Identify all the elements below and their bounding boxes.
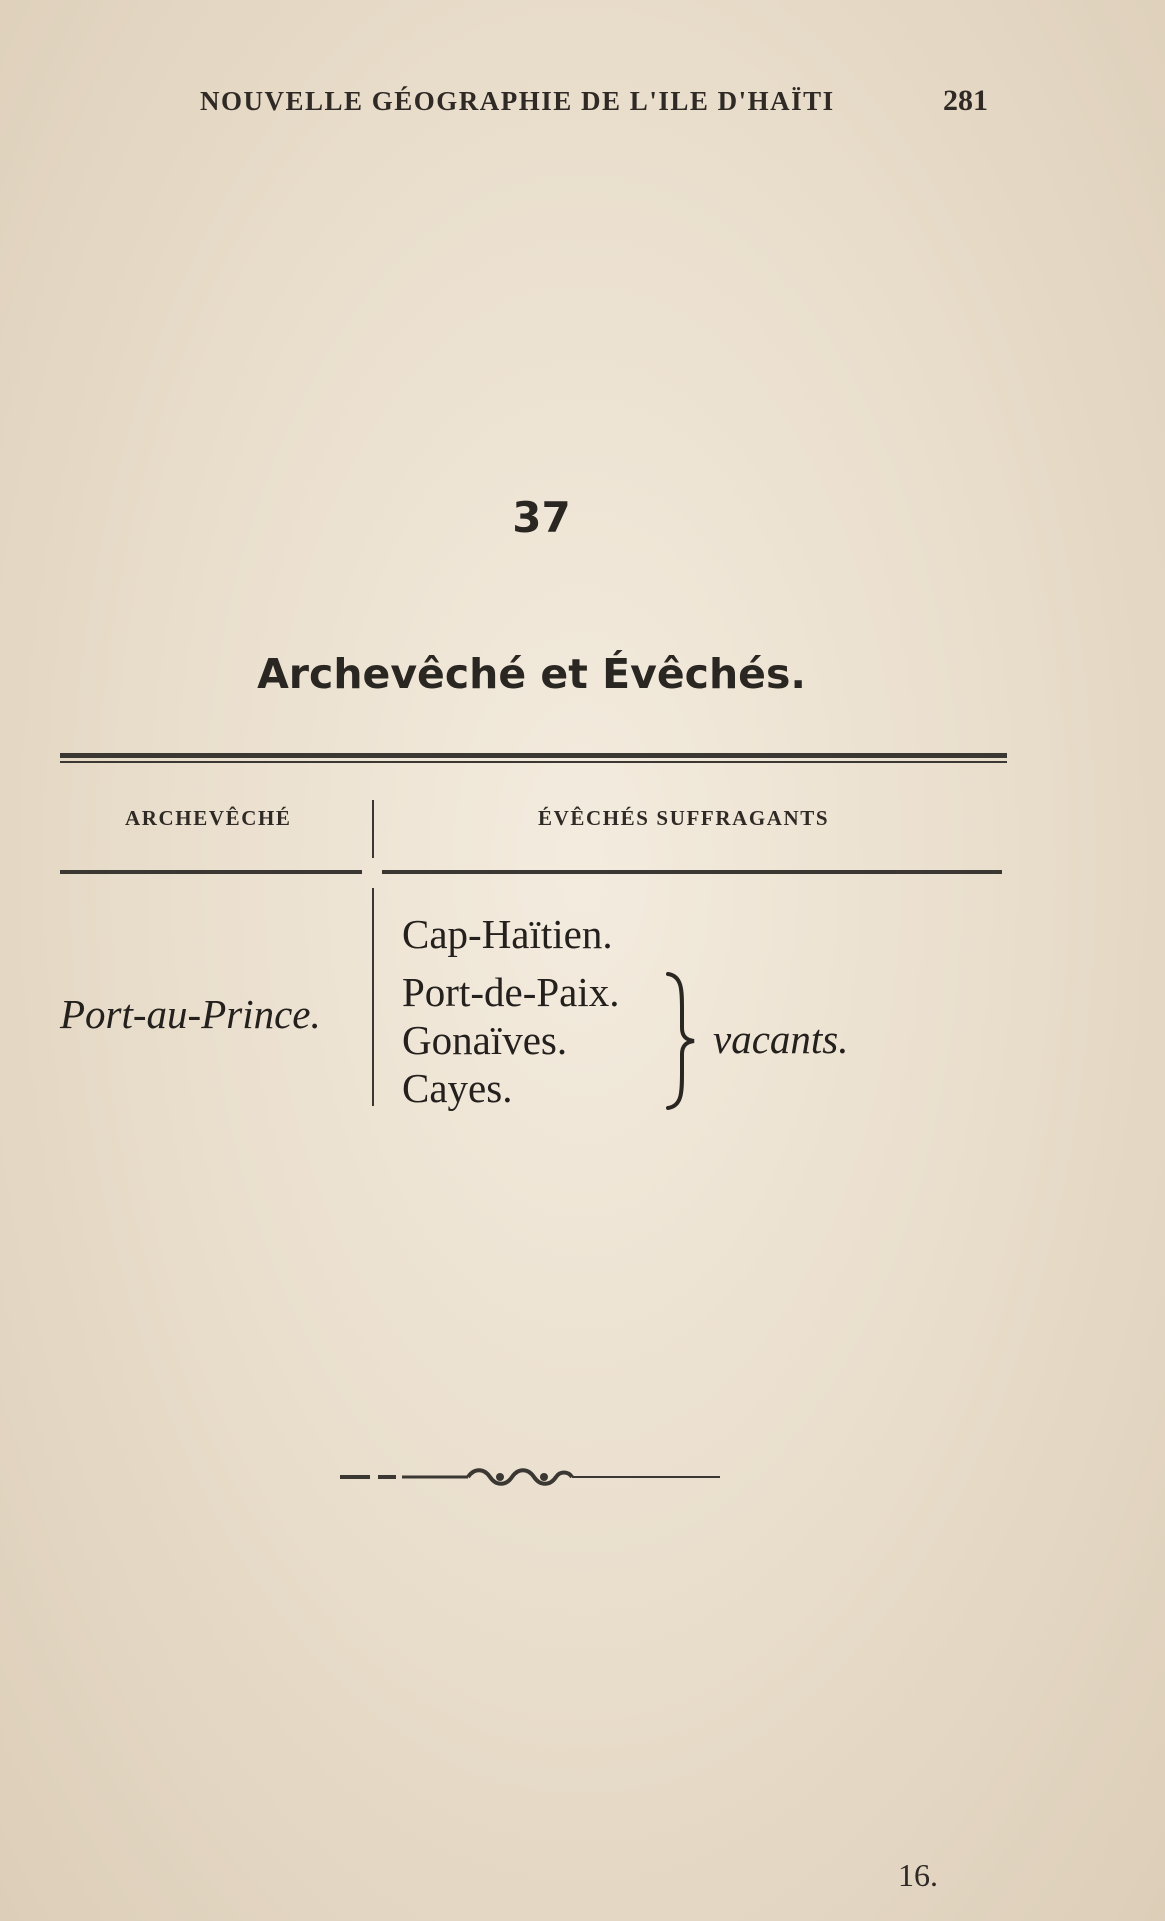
right-brace-icon [662, 970, 702, 1112]
diocese-item: Cayes. [402, 1065, 513, 1111]
table-top-rule [60, 753, 1007, 758]
diocese-item: Port-de-Paix. [402, 969, 620, 1015]
page-number: 281 [943, 84, 988, 117]
header-rule-left [60, 870, 362, 874]
section-number: 37 [512, 493, 571, 542]
signature-mark: 16. [898, 1857, 938, 1893]
column-header-suffragan-dioceses: ÉVÊCHÉS SUFFRAGANTS [538, 806, 830, 830]
header-rule-right [382, 870, 1002, 874]
section-title: Archevêché et Évêchés. [257, 650, 806, 698]
header-column-divider [372, 800, 374, 858]
diocese-item: Cap-Haïtien. [402, 911, 613, 957]
vacant-note: vacants. [713, 1016, 849, 1062]
column-header-archbishopric: ARCHEVÊCHÉ [125, 806, 292, 830]
body-column-divider [372, 888, 374, 1106]
suffragan-dioceses-list [402, 910, 620, 1112]
table-top-rule-thin [60, 761, 1007, 763]
diocese-item: Gonaïves. [402, 1017, 568, 1063]
archbishopric-cell: Port-au-Prince. [60, 991, 321, 1037]
ornament-divider-icon [340, 1462, 720, 1492]
running-head: NOUVELLE GÉOGRAPHIE DE L'ILE D'HAÏTI [200, 86, 835, 116]
